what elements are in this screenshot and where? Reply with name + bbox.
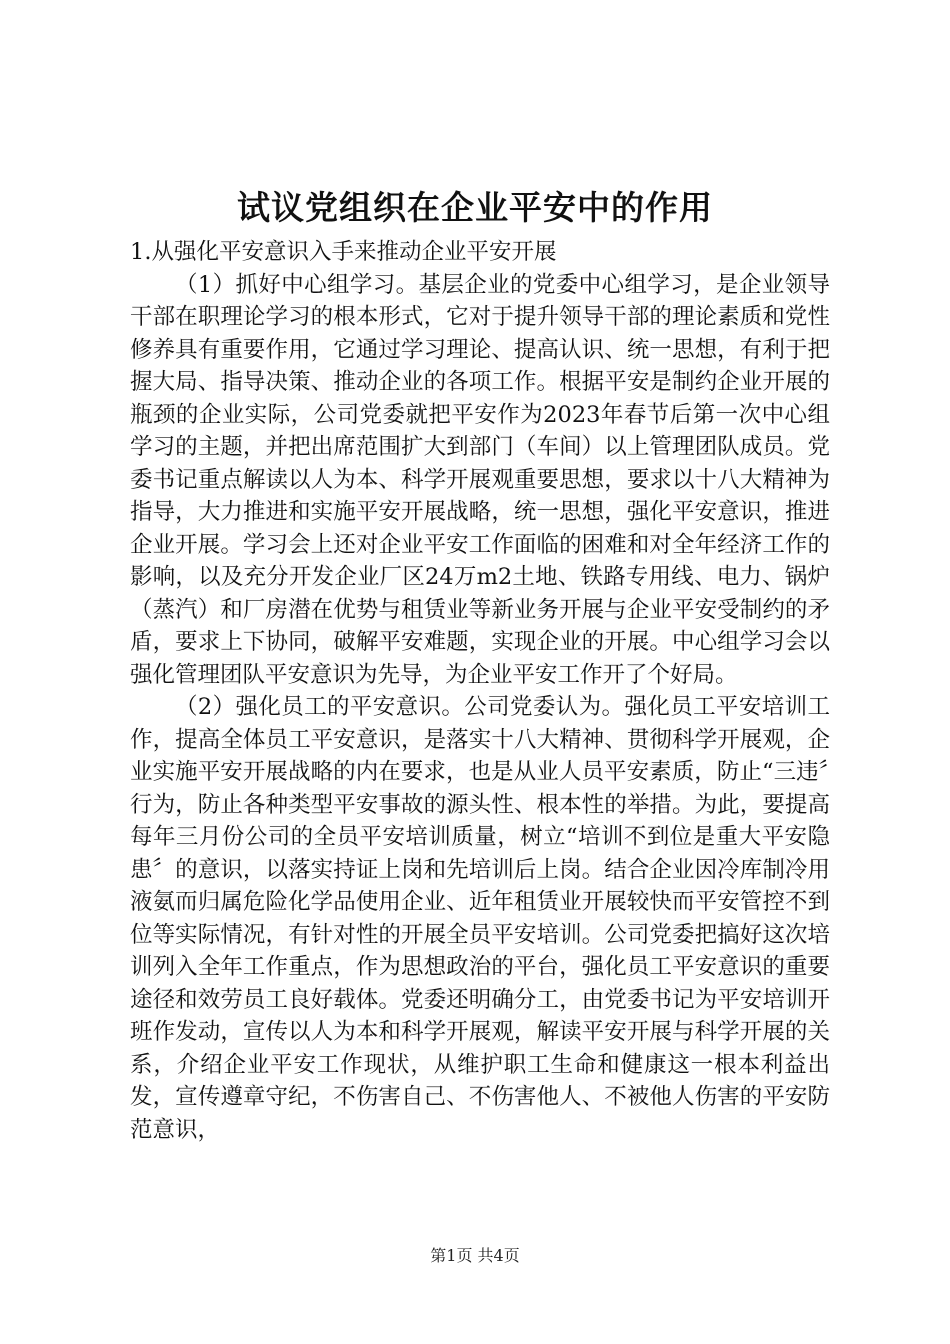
document-body [130, 236, 830, 1146]
paragraph-1: （1）抓好中心组学习。基层企业的党委中心组学习，是企业领导干部在职理论学习的根本形式，它对于提升领导干部的理论素质和党性修养具有重要作用，它通过学习理论、提高认识、统一思想，有利于把握大局、指导决策、推动企业的各项工作。根据平安是制约企业开展的瓶颈的企业实际，公司党委就把平安作为2023年春节后第一次中心组学习的主题，并把出席范围扩大到部门（车间）以上管理团队成员。党委书记重点解读以人为本、科学开展观重要思想，要求以十八大精神为指导，大力推进和实施平安开展战略，统一思想，强化平安意识，推进企业开展。学习会上还对企业平安工作面临的困难和对全年经济工作的影响，以及充分开发企业厂区24万m2土地、铁路专用线、电力、锅炉（蒸汽）和厂房潜在优势与租赁业等新业务开展与企业平安受制约的矛盾，要求上下协同，破解平安难题，实现企业的开展。中心组学习会以强化管理团队平安意识为先导，为企业平安工作开了个好局。 [130, 271, 830, 688]
document-title: 试议党组织在企业平安中的作用 [237, 188, 713, 227]
page-footer: 第1页 共4页 [430, 1246, 520, 1265]
section-heading: 1.从强化平安意识入手来推动企业平安开展 [130, 239, 557, 265]
paragraph-2: （2）强化员工的平安意识。公司党委认为。强化员工平安培训工作，提高全体员工平安意识，是落实十八大精神、贯彻科学开展观，企业实施平安开展战略的内在要求，也是从业人员平安素质，防止“三违〞行为，防止各种类型平安事故的源头性、根本性的举措。为此，要提高每年三月份公司的全员平安培训质量，树立“培训不到位是重大平安隐患〞的意识，以落实持证上岗和先培训后上岗。结合企业因冷库制冷用液氨而归属危险化学品使用企业、近年租赁业开展较快而平安管控不到位等实际情况，有针对性的开展全员平安培训。公司党委把搞好这次培训列入全年工作重点，作为思想政治的平台，强化员工平安意识的重要途径和效劳员工良好载体。党委还明确分工，由党委书记为平安培训开班作发动，宣传以人为本和科学开展观，解读平安开展与科学开展的关系，介绍企业平安工作现状，从维护职工生命和健康这一根本利益出发，宣传遵章守纪，不伤害自己、不伤害他人、不被他人伤害的平安防范意识， [130, 694, 830, 1143]
